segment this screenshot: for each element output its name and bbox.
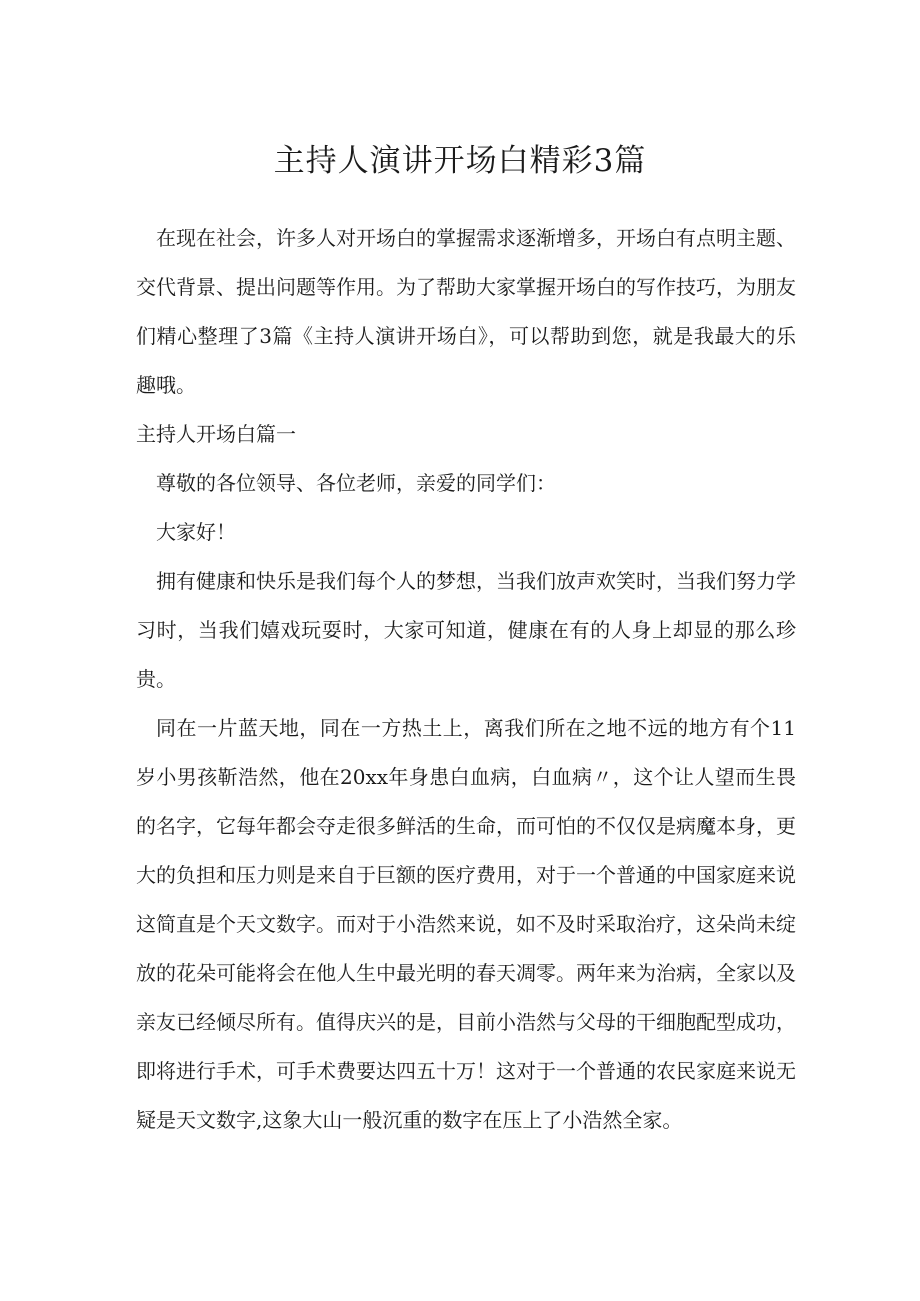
document-title: 主持人演讲开场白精彩3篇	[273, 143, 647, 179]
salutation-paragraph: 尊敬的各位领导、各位老师，亲爱的同学们：	[156, 471, 556, 495]
document-body	[136, 214, 796, 1145]
body-paragraph: 拥有健康和快乐是我们每个人的梦想，当我们放声欢笑时，当我们努力学习时，当我们嬉戏玩耍时，大家可知道，健康在有的人身上却显的那么珍贵。	[136, 569, 796, 691]
section-heading: 主持人开场白篇一	[136, 422, 296, 446]
greeting-paragraph: 大家好！	[156, 520, 236, 544]
intro-paragraph: 在现在社会，许多人对开场白的掌握需求逐渐增多，开场白有点明主题、交代背景、提出问题等作用。为了帮助大家掌握开场白的写作技巧，为朋友们精心整理了3篇《主持人演讲开场白》，可以帮助到您，就是我最大的乐趣哦。	[136, 226, 796, 397]
body-paragraph: 同在一片蓝天地，同在一方热土上，离我们所在之地不远的地方有个11岁小男孩靳浩然，他在20xx年身患白血病，白血病〃，这个让人望而生畏的名字，它每年都会夺走很多鲜活的生命，而可怕的不仅仅是病魔本身，更大的负担和压力则是来自于巨额的医疗费用，对于一个普通的中国家庭来说这简直是个天文数字。而对于小浩然来说，如不及时采取治疗，这朵尚未绽放的花朵可能将会在他人生中最光明的春天凋零。两年来为治病，全家以及亲友已经倾尽所有。值得庆兴的是，目前小浩然与父母的干细胞配型成功，即将进行手术，可手术费要达四五十万！这对于一个普通的农民家庭来说无疑是天文数字,这象大山一般沉重的数字在压上了小浩然全家。	[136, 716, 796, 1132]
